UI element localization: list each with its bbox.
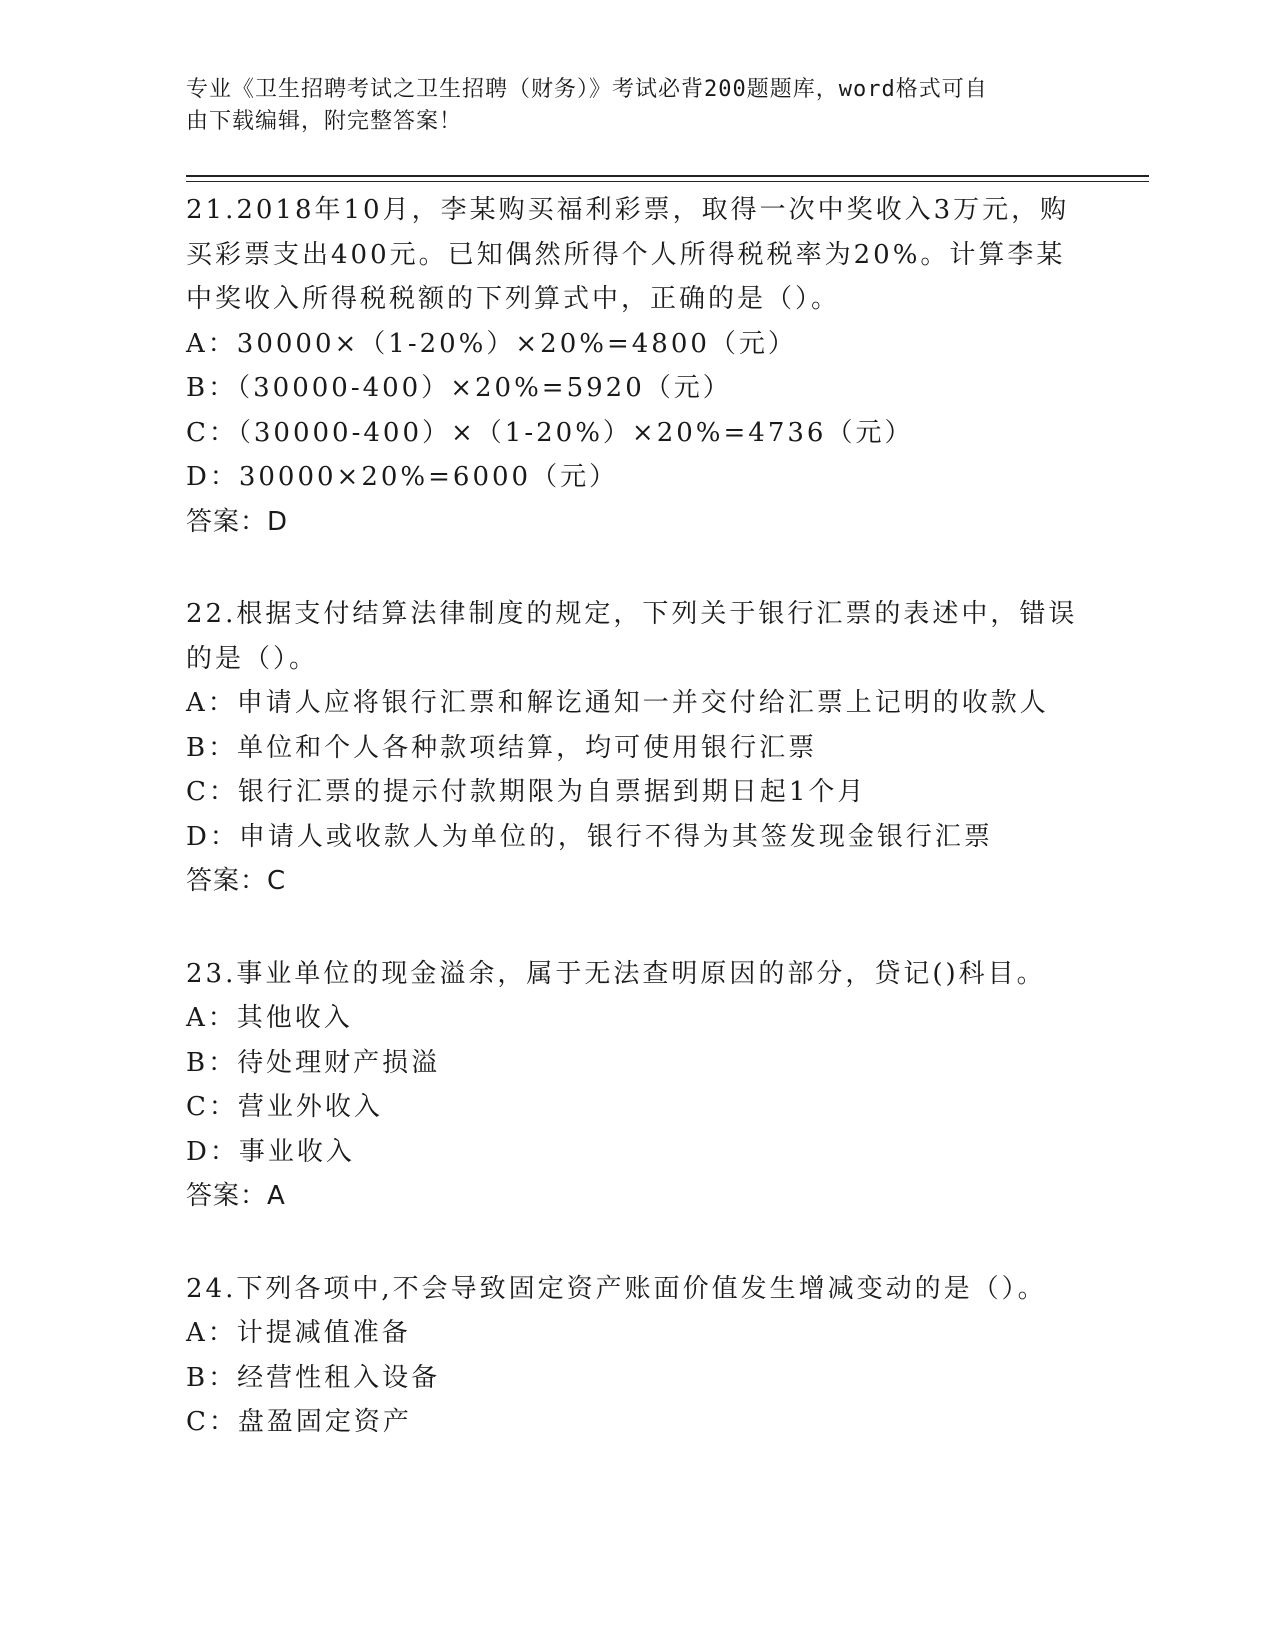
header-divider-thick [186,175,1149,177]
option-b: B：（30000-400）×20%=5920（元） [186,373,732,403]
option-d: D：事业收入 [186,1136,355,1167]
option-a: A：计提减值准备 [186,1318,411,1348]
question-22 [186,592,1086,904]
question-23 [186,952,1086,1219]
question-stem: 21.2018年10月，李某购买福利彩票，取得一次中奖收入3万元，购买彩票支出400元。已知偶然所得个人所得税税率为20%。计算李某中奖收入所得税税额的下列算式中，正确的是（）。 [186,195,1070,314]
question-list [186,188,1086,1493]
option-d: D：申请人或收款人为单位的，银行不得为其签发现金银行汇票 [186,821,993,852]
option-c: C：银行汇票的提示付款期限为自票据到期日起1个月 [186,777,867,807]
option-c: C：营业外收入 [186,1092,383,1122]
question-24 [186,1267,1086,1445]
header-line-1: 专业《卫生招聘考试之卫生招聘（财务）》考试必背200题题库，word格式可自 [186,77,988,102]
question-21 [186,188,1086,544]
question-stem: 22.根据支付结算法律制度的规定，下列关于银行汇票的表述中，错误的是（）。 [186,599,1078,674]
option-a: A：申请人应将银行汇票和解讫通知一并交付给汇票上记明的收款人 [186,688,1049,718]
document-header [186,74,1056,138]
header-divider-thin [186,181,1149,182]
option-b: B：待处理财产损溢 [186,1047,441,1078]
answer-line: 答案：C [186,866,287,896]
question-stem: 24.下列各项中,不会导致固定资产账面价值发生增减变动的是（）。 [186,1273,1047,1304]
option-a: A：其他收入 [186,1003,353,1033]
question-stem: 23.事业单位的现金溢余，属于无法查明原因的部分，贷记()科目。 [186,958,1046,989]
header-line-2: 由下载编辑，附完整答案！ [186,109,463,134]
option-c: C：（30000-400）×（1-20%）×20%=4736（元） [186,417,914,448]
answer-line: 答案：D [186,506,289,537]
option-b: B：经营性租入设备 [186,1362,441,1393]
answer-line: 答案：A [186,1181,286,1211]
option-a: A：30000×（1-20%）×20%=4800（元） [186,328,797,359]
option-c: C：盘盈固定资产 [186,1407,412,1437]
option-b: B：单位和个人各种款项结算，均可使用银行汇票 [186,732,818,763]
option-d: D：30000×20%=6000（元） [186,462,619,492]
